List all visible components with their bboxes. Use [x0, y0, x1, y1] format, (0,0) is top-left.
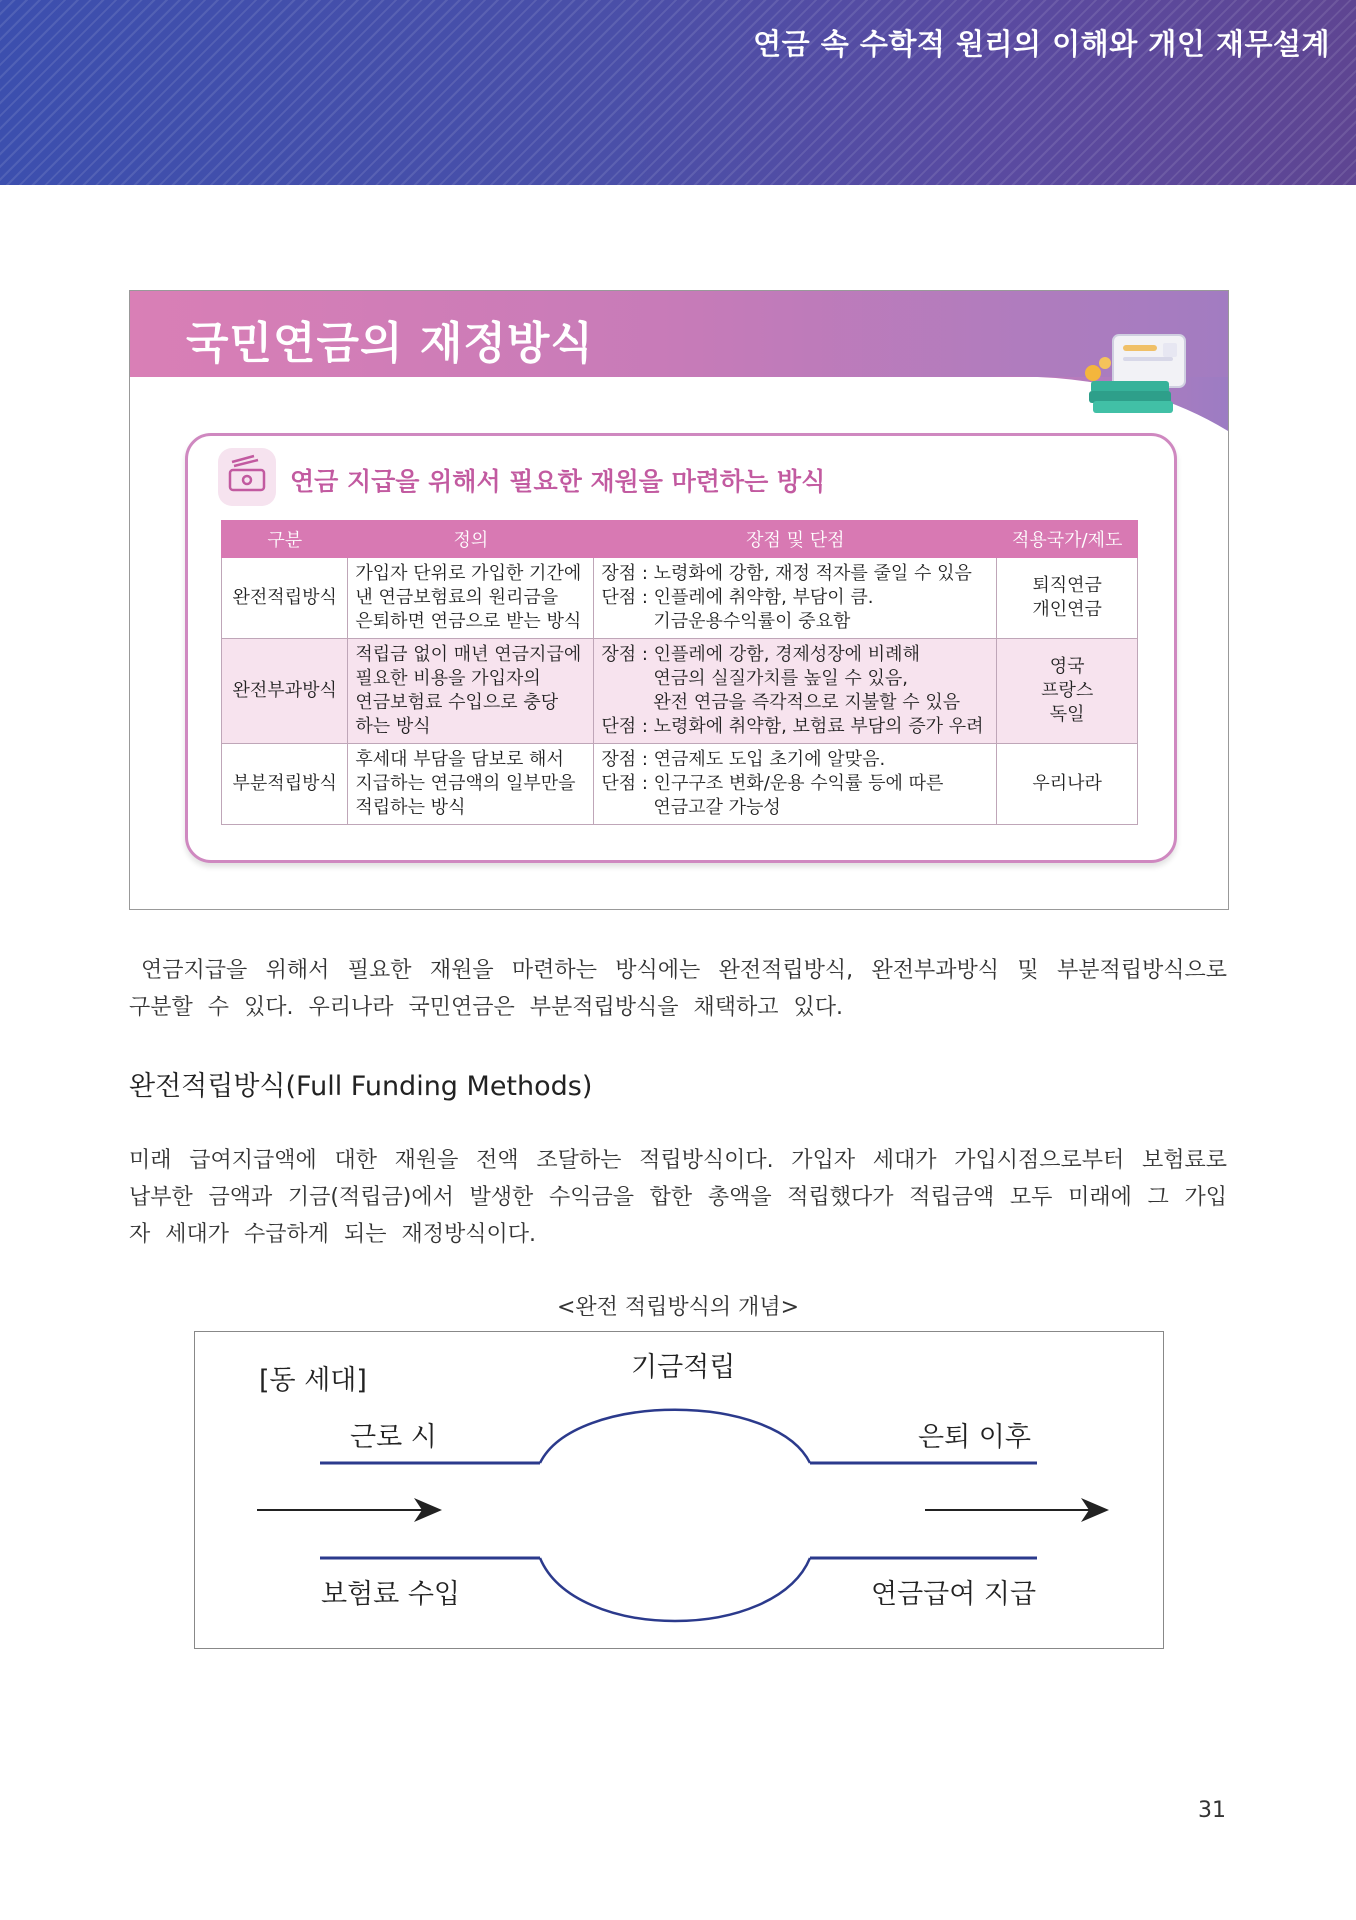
pros-cons-line: 단점 : 인플레에 취약함, 부담이 큼. [601, 587, 874, 608]
info-box [129, 290, 1229, 910]
definition-line: 필요한 비용을 가입자의 [355, 668, 541, 689]
country-line: 퇴직연금 [1032, 575, 1102, 596]
money-bill-icon [218, 448, 276, 506]
col-header-type: 구분 [222, 521, 348, 558]
table-row [222, 744, 1138, 825]
row-type: 완전적립방식 [222, 558, 348, 639]
row-countries [997, 744, 1138, 825]
table-header-row [222, 521, 1138, 558]
col-header-definition: 정의 [348, 521, 594, 558]
table-row [222, 639, 1138, 744]
page-number: 31 [1198, 1798, 1226, 1823]
definition-line: 가입자 단위로 가입한 기간에 [355, 563, 582, 584]
col-header-pros-cons: 장점 및 단점 [594, 521, 997, 558]
benefit-label: 연금급여 지급 [871, 1579, 1037, 1610]
pros-cons-line: 연금고갈 가능성 [653, 797, 781, 818]
pros-cons-line: 장점 : 연금제도 도입 초기에 알맞음. [601, 749, 886, 770]
financing-methods-table [221, 520, 1138, 825]
section-paragraph: 미래 급여지급액에 대한 재원을 전액 조달하는 적립방식이다. 가입자 세대가 가입시점으로부터 보험료로 납부한 금액과 기금(적립금)에서 발생한 수익금을 합한 총액을 적립했다가 적립금액 모두 미래에 그 가입자 세대가 수급하게 되는 재정방식이다. [129, 1148, 1227, 1247]
retire-label: 은퇴 이후 [918, 1422, 1031, 1453]
country-line: 영국 [1049, 656, 1085, 677]
definition-line: 적립금 없이 매년 연금지급에 [355, 644, 582, 665]
intro-paragraph: 연금지급을 위해서 필요한 재원을 마련하는 방식에는 완전적립방식, 완전부과방식 및 부분적립방식으로 구분할 수 있다. 우리나라 국민연금은 부분적립방식을 채택하고 있다. [129, 958, 1227, 1020]
definition-line: 은퇴하면 연금으로 받는 방식 [355, 611, 582, 632]
country-line: 프랑스 [1041, 680, 1094, 701]
row-definition [348, 639, 594, 744]
country-line: 개인연금 [1032, 599, 1102, 620]
info-title: 국민연금의 재정방식 [186, 318, 594, 369]
row-type: 완전부과방식 [222, 639, 348, 744]
financing-methods-panel [185, 433, 1177, 863]
row-pros-cons [594, 639, 997, 744]
col-header-countries: 적용국가/제도 [997, 521, 1138, 558]
pros-cons-line: 단점 : 노령화에 취약함, 보험료 부담의 증가 우려 [601, 716, 984, 737]
pros-cons-line: 완전 연금을 즉각적으로 지불할 수 있음 [653, 692, 961, 713]
header-title: 연금 속 수학적 원리의 이해와 개인 재무설계 [753, 27, 1330, 61]
panel-subtitle: 연금 지급을 위해서 필요한 재원을 마련하는 방식 [290, 467, 826, 496]
row-definition [348, 558, 594, 639]
pros-cons-line: 연금의 실질가치를 높일 수 있음, [653, 668, 909, 689]
fund-arc-top [540, 1410, 810, 1463]
definition-line: 후세대 부담을 담보로 해서 [355, 749, 564, 770]
pros-cons-line: 장점 : 노령화에 강함, 재정 적자를 줄일 수 있음 [601, 563, 972, 584]
money-illustration-icon [1085, 329, 1195, 419]
definition-line: 연금보험료 수입으로 충당 [355, 692, 559, 713]
section-heading: 완전적립방식(Full Funding Methods) [129, 1071, 593, 1102]
definition-line: 지급하는 연금액의 일부만을 [355, 773, 576, 794]
fund-arc-bottom [540, 1558, 810, 1621]
row-countries [997, 639, 1138, 744]
fund-label: 기금적립 [631, 1352, 736, 1383]
figure-caption: <완전 적립방식의 개념> [556, 1295, 800, 1320]
row-pros-cons [594, 558, 997, 639]
row-countries [997, 558, 1138, 639]
definition-line: 적립하는 방식 [355, 797, 466, 818]
row-type: 부분적립방식 [222, 744, 348, 825]
country-line: 우리나라 [1032, 773, 1102, 794]
pros-cons-line: 장점 : 인플레에 강함, 경제성장에 비례해 [601, 644, 920, 665]
pros-cons-line: 단점 : 인구구조 변화/운용 수익률 등에 따른 [601, 773, 944, 794]
row-pros-cons [594, 744, 997, 825]
definition-line: 하는 방식 [355, 716, 431, 737]
premium-label: 보험료 수입 [321, 1579, 460, 1610]
row-definition [348, 744, 594, 825]
work-label: 근로 시 [350, 1422, 437, 1453]
group-label: [동 세대] [259, 1365, 367, 1396]
full-funding-diagram [194, 1331, 1164, 1649]
page-header [0, 0, 1356, 185]
definition-line: 낸 연금보험료의 원리금을 [355, 587, 559, 608]
pros-cons-line: 기금운용수익률이 중요함 [653, 611, 851, 632]
country-line: 독일 [1049, 704, 1085, 725]
table-row [222, 558, 1138, 639]
